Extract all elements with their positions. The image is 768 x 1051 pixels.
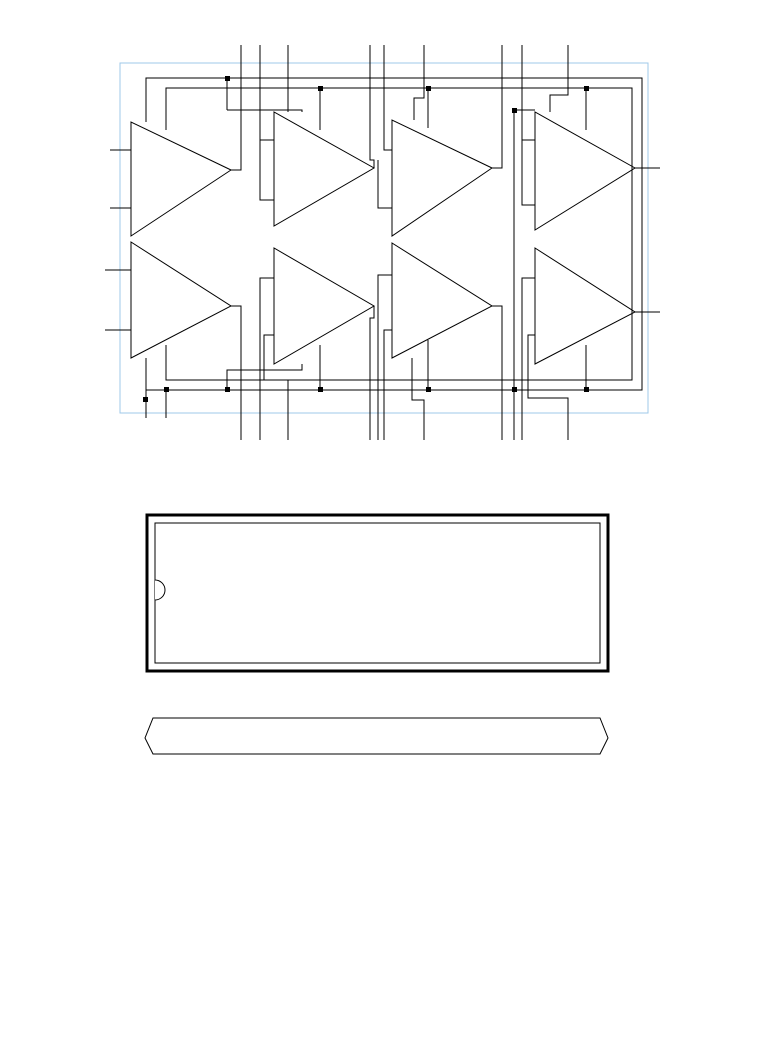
pin1-notch [155, 580, 165, 600]
package-side-view [145, 718, 608, 754]
package-inner [155, 523, 600, 663]
package-body [147, 515, 608, 671]
